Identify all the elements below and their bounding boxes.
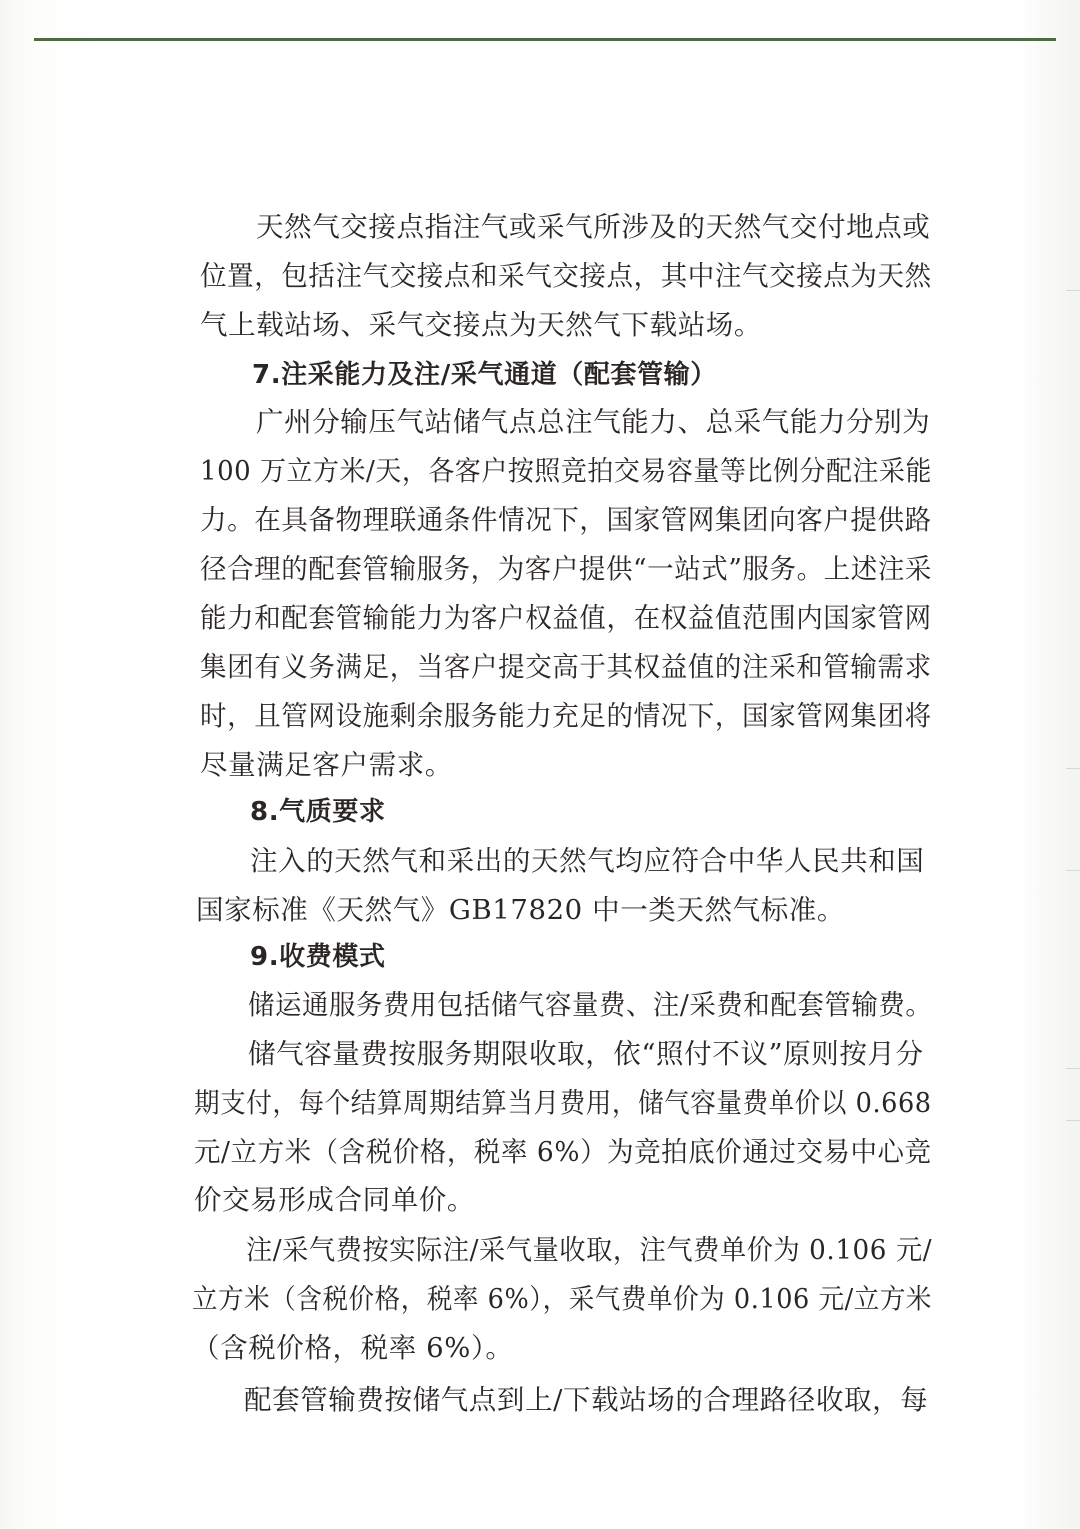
header-rule [34, 38, 1056, 41]
paragraph-line: 立方米（含税价格，税率 6%），采气费单价为 0.106 元/立方米 [192, 1283, 933, 1315]
scan-edge-mark [1066, 1120, 1080, 1121]
paragraph-line: 天然气交接点指注气或采气所涉及的天然气交付地点或 [256, 211, 931, 243]
paragraph-line: 气上载站场、采气交接点为天然气下载站场。 [200, 309, 762, 341]
paragraph-line: 注/采气费按实际注/采气量收取，注气费单价为 0.106 元/ [246, 1234, 933, 1266]
scan-edge-mark [1066, 870, 1080, 871]
paragraph-line: 时，且管网设施剩余服务能力充足的情况下，国家管网集团将 [200, 700, 932, 732]
paragraph-line: 位置，包括注气交接点和采气交接点，其中注气交接点为天然 [200, 260, 932, 292]
section-heading: 7.注采能力及注/采气通道（配套管输） [252, 360, 717, 390]
paragraph-line: 储运通服务费用包括储气容量费、注/采费和配套管输费。 [248, 989, 933, 1021]
paragraph-line: （含税价格，税率 6%）。 [192, 1332, 514, 1364]
paragraph-line: 径合理的配套管输服务，为客户提供“一站式”服务。上述注采 [200, 553, 932, 585]
paragraph-line: 尽量满足客户需求。 [200, 749, 453, 781]
paragraph-line: 国家标准《天然气》GB17820 中一类天然气标准。 [196, 894, 845, 926]
section-heading: 8.气质要求 [250, 797, 386, 827]
paragraph-line: 注入的天然气和采出的天然气均应符合中华人民共和国 [250, 845, 925, 877]
scan-edge-mark [1066, 1068, 1080, 1069]
paragraph-line: 100 万立方米/天，各客户按照竞拍交易容量等比例分配注采能 [200, 455, 933, 487]
paragraph-line: 期支付，每个结算周期结算当月费用，储气容量费单价以 0.668 [194, 1087, 932, 1119]
paragraph-line: 集团有义务满足，当客户提交高于其权益值的注采和管输需求 [200, 651, 932, 683]
paragraph-line: 价交易形成合同单价。 [194, 1184, 475, 1216]
paragraph-line: 储气容量费按服务期限收取，依“照付不议”原则按月分 [248, 1038, 924, 1070]
scan-edge-mark [1066, 768, 1080, 769]
paragraph-line: 元/立方米（含税价格，税率 6%）为竞拍底价通过交易中心竞 [194, 1136, 932, 1168]
paragraph-line: 配套管输费按储气点到上/下载站场的合理路径收取，每 [244, 1384, 929, 1416]
paragraph-line: 能力和配套管输能力为客户权益值，在权益值范围内国家管网 [200, 602, 932, 634]
paragraph-line: 力。在具备物理联通条件情况下，国家管网集团向客户提供路 [200, 504, 932, 536]
section-heading: 9.收费模式 [250, 942, 386, 972]
scan-edge-mark [1066, 290, 1080, 291]
paragraph-line: 广州分输压气站储气点总注气能力、总采气能力分别为 [256, 406, 931, 438]
